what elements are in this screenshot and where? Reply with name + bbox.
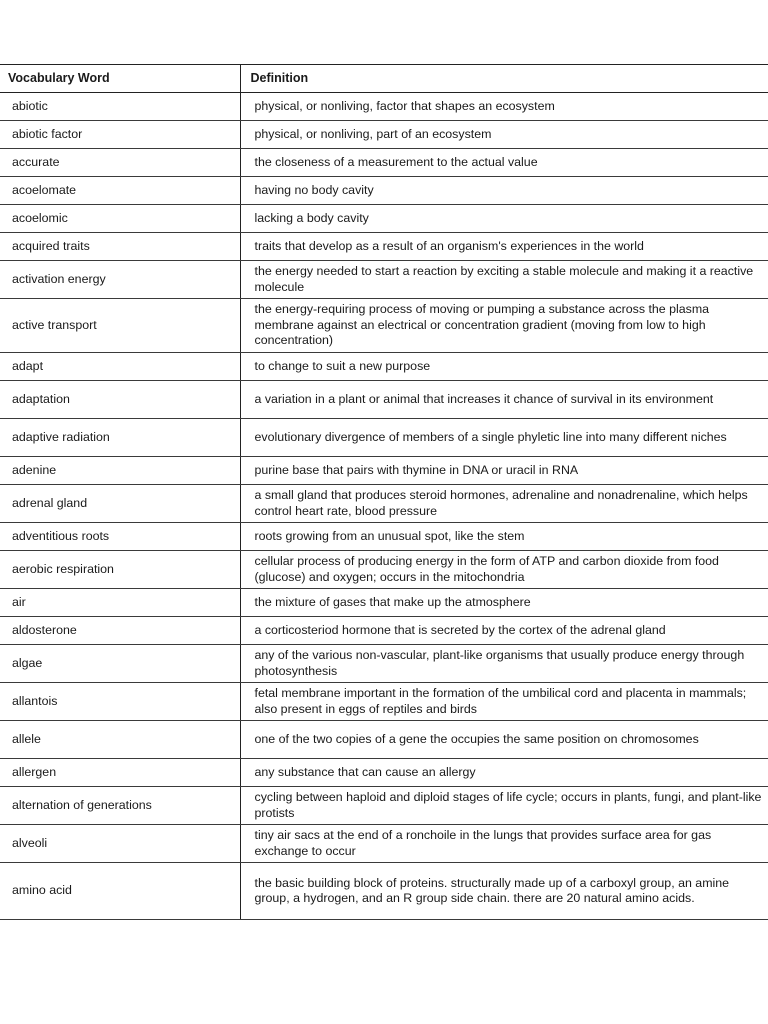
vocabulary-sheet: [0, 64, 768, 920]
vocab-definition: fetal membrane important in the formation of the umbilical cord and placenta in mammals; also present in eggs of reptiles and birds: [240, 683, 768, 721]
vocab-word: abiotic factor: [0, 121, 240, 149]
vocab-word: accurate: [0, 149, 240, 177]
vocab-word: adventitious roots: [0, 523, 240, 551]
vocab-word: amino acid: [0, 863, 240, 920]
vocab-word: alternation of generations: [0, 787, 240, 825]
vocab-definition: physical, or nonliving, factor that shapes an ecosystem: [240, 93, 768, 121]
table-row: [0, 683, 768, 721]
vocab-word: adrenal gland: [0, 485, 240, 523]
table-row: [0, 457, 768, 485]
vocab-word: aldosterone: [0, 617, 240, 645]
vocab-word: allergen: [0, 759, 240, 787]
table-row: [0, 523, 768, 551]
vocabulary-table: [0, 64, 768, 920]
table-row: [0, 93, 768, 121]
vocab-definition: traits that develop as a result of an organism's experiences in the world: [240, 233, 768, 261]
vocab-word: acoelomate: [0, 177, 240, 205]
vocab-definition: tiny air sacs at the end of a ronchoile in the lungs that provides surface area for gas exchange to occur: [240, 825, 768, 863]
column-header-word: Vocabulary Word: [0, 65, 240, 93]
vocab-definition: one of the two copies of a gene the occupies the same position on chromosomes: [240, 721, 768, 759]
vocab-definition: having no body cavity: [240, 177, 768, 205]
vocab-definition: the energy needed to start a reaction by exciting a stable molecule and making it a reactive molecule: [240, 261, 768, 299]
table-row: [0, 721, 768, 759]
table-row: [0, 233, 768, 261]
table-row: [0, 177, 768, 205]
vocab-word: adaptation: [0, 381, 240, 419]
vocab-definition: evolutionary divergence of members of a single phyletic line into many different niches: [240, 419, 768, 457]
table-row: [0, 121, 768, 149]
vocab-word: acquired traits: [0, 233, 240, 261]
vocab-word: activation energy: [0, 261, 240, 299]
table-row: [0, 149, 768, 177]
table-header-row: [0, 65, 768, 93]
table-row: [0, 617, 768, 645]
vocab-definition: the closeness of a measurement to the actual value: [240, 149, 768, 177]
vocab-word: active transport: [0, 299, 240, 353]
vocab-definition: the mixture of gases that make up the atmosphere: [240, 589, 768, 617]
vocab-definition: physical, or nonliving, part of an ecosystem: [240, 121, 768, 149]
vocab-definition: to change to suit a new purpose: [240, 353, 768, 381]
vocab-word: acoelomic: [0, 205, 240, 233]
vocab-definition: any substance that can cause an allergy: [240, 759, 768, 787]
vocab-word: air: [0, 589, 240, 617]
table-row: [0, 299, 768, 353]
table-row: [0, 205, 768, 233]
table-row: [0, 589, 768, 617]
vocab-definition: a small gland that produces steroid hormones, adrenaline and nonadrenaline, which helps control heart rate, blood pressure: [240, 485, 768, 523]
vocab-definition: lacking a body cavity: [240, 205, 768, 233]
vocab-definition: cellular process of producing energy in the form of ATP and carbon dioxide from food (glucose) and oxygen; occurs in the mitochondria: [240, 551, 768, 589]
table-row: [0, 381, 768, 419]
table-row: [0, 645, 768, 683]
table-row: [0, 261, 768, 299]
vocab-word: algae: [0, 645, 240, 683]
vocab-word: allantois: [0, 683, 240, 721]
table-row: [0, 485, 768, 523]
table-row: [0, 863, 768, 920]
vocab-definition: a variation in a plant or animal that increases it chance of survival in its environment: [240, 381, 768, 419]
column-header-definition: Definition: [240, 65, 768, 93]
vocab-definition: a corticosteriod hormone that is secreted by the cortex of the adrenal gland: [240, 617, 768, 645]
table-row: [0, 825, 768, 863]
vocab-word: adapt: [0, 353, 240, 381]
vocab-definition: purine base that pairs with thymine in DNA or uracil in RNA: [240, 457, 768, 485]
vocab-definition: roots growing from an unusual spot, like the stem: [240, 523, 768, 551]
vocab-word: aerobic respiration: [0, 551, 240, 589]
table-row: [0, 759, 768, 787]
vocab-word: adenine: [0, 457, 240, 485]
vocab-word: allele: [0, 721, 240, 759]
vocab-definition: the basic building block of proteins. structurally made up of a carboxyl group, an amine group, a hydrogen, and an R group side chain. there are 20 natural amino acids.: [240, 863, 768, 920]
vocab-definition: cycling between haploid and diploid stages of life cycle; occurs in plants, fungi, and plant-like protists: [240, 787, 768, 825]
table-row: [0, 419, 768, 457]
vocab-definition: the energy-requiring process of moving or pumping a substance across the plasma membrane against an electrical or concentration gradient (moving from low to high concentration): [240, 299, 768, 353]
vocab-word: alveoli: [0, 825, 240, 863]
table-row: [0, 551, 768, 589]
table-row: [0, 353, 768, 381]
vocab-word: abiotic: [0, 93, 240, 121]
table-row: [0, 787, 768, 825]
vocab-definition: any of the various non-vascular, plant-like organisms that usually produce energy through photosynthesis: [240, 645, 768, 683]
vocab-word: adaptive radiation: [0, 419, 240, 457]
